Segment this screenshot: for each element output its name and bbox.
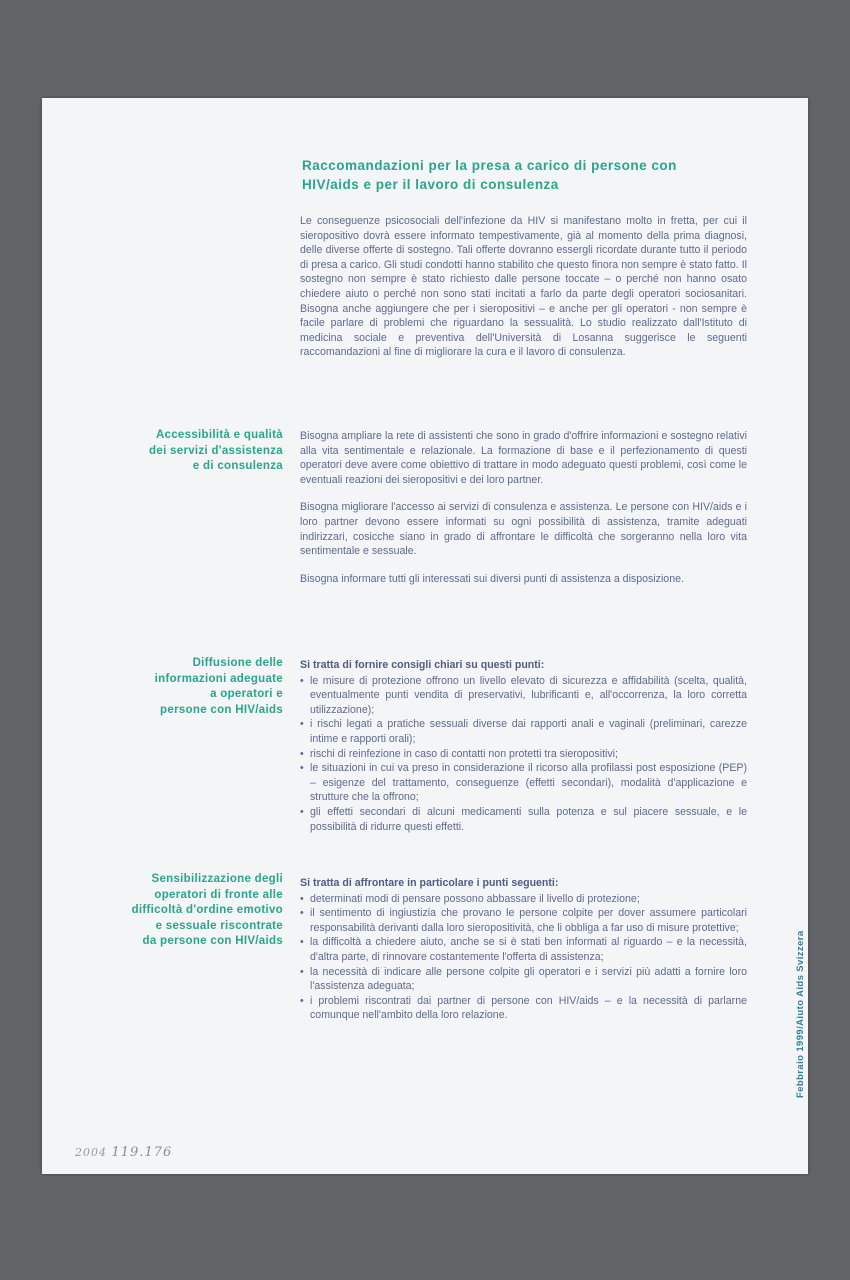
- section-3-heading-line: operatori di fronte alle: [154, 888, 283, 901]
- section-1-body: [300, 429, 747, 599]
- intro-section: [300, 214, 747, 373]
- section-2-heading-line: informazioni adeguate: [154, 672, 283, 685]
- handwritten-reference: 119.176: [111, 1145, 173, 1160]
- section-2-heading: [82, 656, 283, 718]
- section-3-heading-line: e sessuale riscontrate: [155, 919, 283, 932]
- list-item: • le misure di protezione offrono un livello elevato di sicurezza e affidabilità (scelta, qualità, eventualmente punti vendita di preservativi, lubrificanti e, all'occorrenza, la loro corretta utilizzazione);: [300, 674, 747, 718]
- section-2-heading-line: Diffusione delle: [192, 657, 283, 669]
- section-3-heading-line: Sensibilizzazione degli: [151, 873, 283, 885]
- handwritten-archive-note: [75, 1145, 172, 1160]
- title-line-1: Raccomandazioni per la presa a carico di persone con: [302, 158, 677, 173]
- section-3-heading-line: da persone con HIV/aids: [142, 935, 283, 948]
- section-1-heading-line: dei servizi d'assistenza: [149, 444, 283, 457]
- section-2-bullet-list: [300, 674, 747, 835]
- list-item: • rischi di reinfezione in caso di contatti non protetti tra sieropositivi;: [300, 747, 747, 762]
- list-item: • le situazioni in cui va preso in considerazione il ricorso alla profilassi post esposizione (PEP) – esigenze del trattamento, conseguenze (effetti secondari), modalità d'applicazione e strutture che la offrono;: [300, 761, 747, 805]
- list-item: • i problemi riscontrati dai partner di persone con HIV/aids – e la necessità di parlarne comunque nell'ambito della loro relazione.: [300, 994, 747, 1023]
- list-item: • determinati modi di pensare possono abbassare il livello di protezione;: [300, 892, 747, 907]
- handwritten-year: 2004: [75, 1146, 107, 1159]
- section-1-paragraph: Bisogna ampliare la rete di assistenti che sono in grado d'offrire informazioni e sostegno relativi alla vita sentimentale e relazionale. La formazione di base e il perfezionamento di questi operatori deve avere come obiettivo di trattare in modo adeguato questi problemi, così come le eventuali reazioni dei sieropositivi e dei loro partner.: [300, 430, 747, 486]
- section-2-heading-line: a operatori e: [210, 688, 283, 701]
- list-item: • i rischi legati a pratiche sessuali diverse dai rapporti anali e vaginali (preliminari, carezze intime e rapporti orali);: [300, 717, 747, 746]
- section-2-lead: Si tratta di fornire consigli chiari su questi punti:: [300, 659, 545, 671]
- list-item: • la difficoltà a chiedere aiuto, anche se si è stati ben informati al riguardo – e la necessità, d'altra parte, di rinnovare costantemente l'offerta di assistenza;: [300, 935, 747, 964]
- list-item: • gli effetti secondari di alcuni medicamenti sulla potenza e sul piacere sessuale, e le possibilità di ridurre questi effetti.: [300, 805, 747, 834]
- section-3-heading-line: difficoltà d'ordine emotivo: [131, 904, 283, 917]
- section-1-heading-line: Accessibilità e qualità: [155, 429, 283, 441]
- section-1-paragraph: Bisogna informare tutti gli interessati sui diversi punti di assistenza a disposizione.: [300, 572, 684, 585]
- section-2-heading-line: persone con HIV/aids: [160, 703, 283, 716]
- section-3-lead: Si tratta di affrontare in particolare i punti seguenti:: [300, 877, 559, 889]
- section-1-heading: [82, 428, 283, 475]
- vertical-date-credit: Febbraio 1999/Aiuto Aids Svizzera: [795, 930, 806, 1098]
- document-page: [42, 98, 808, 1174]
- intro-paragraph: Le conseguenze psicosociali dell'infezione da HIV si manifestano molto in fretta, per cui il sieropositivo dovrà essere informato tempestivamente, già al momento della prima diagnosi, delle diverse offerte di sostegno. Tali offerte dovranno essergli ricordate durante tutto il periodo di presa a carico. Gli studi condotti hanno stabilito che questo finora non sempre è stato fatto. Il sostegno non sempre è stato richiesto dalle persone toccate – o perché non hanno osato chiedere aiuto o perché non sono stati incitati a farlo da parte degli operatori sociosanitari. Bisogna anche aggiungere che per i sieropositivi – e anche per gli operatori - non sempre è facile parlare di problemi che riguardano la sessualità. Lo studio realizzato dall'Istituto di medicina sociale e preventiva dell'Università di Losanna suggerisce le seguenti raccomandazioni al fine di migliorare la cura e il lavoro di consulenza.: [300, 215, 747, 359]
- document-title: [302, 156, 762, 194]
- section-3-heading: [82, 872, 283, 950]
- section-3-body: [300, 876, 747, 1023]
- title-line-2: HIV/aids e per il lavoro di consulenza: [302, 177, 559, 192]
- list-item: • la necessità di indicare alle persone colpite gli operatori e i servizi più adatti a fornire loro l'assistenza adeguata;: [300, 965, 747, 994]
- section-1-heading-line: e di consulenza: [192, 460, 283, 473]
- section-3-bullet-list: [300, 892, 747, 1023]
- list-item: • il sentimento di ingiustizia che provano le persone colpite per dover assumere particolari responsabilità derivanti dalla loro sieropositività, che li obbliga a far uso di misure protettive;: [300, 906, 747, 935]
- section-1-paragraph: Bisogna migliorare l'accesso ai servizi di consulenza e assistenza. Le persone con HIV/aids e i loro partner devono essere informati su ogni possibilità di assistenza, tramite adeguati indirizzari, cosicche siano in grado di affrontare le difficoltà che sorgeranno nella loro vita sentimentale e sessuale.: [300, 501, 747, 558]
- section-2-body: [300, 658, 747, 834]
